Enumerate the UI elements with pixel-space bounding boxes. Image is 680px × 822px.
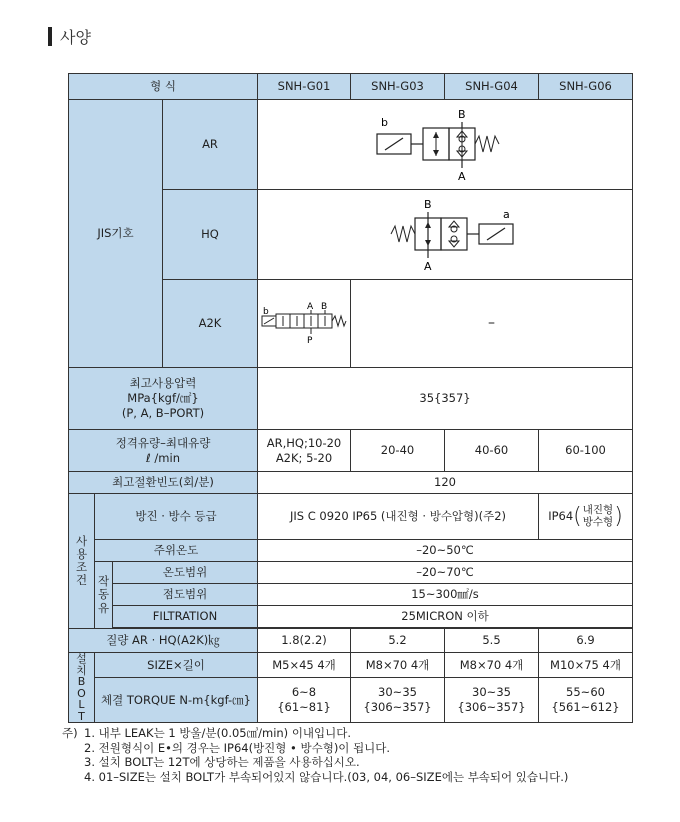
- ar-sol-label: b: [381, 115, 388, 129]
- pressure-label-1: 최고사용압력: [129, 376, 197, 391]
- fluid-char-2: 동: [97, 587, 110, 602]
- bolt-size-g06: M10×75 4개: [539, 653, 633, 678]
- bolt-size-g03: M8×70 4개: [351, 653, 445, 678]
- bolt-size-label: SIZE×길이: [95, 653, 258, 678]
- filtration-value: 25MICRON 이하: [258, 606, 633, 628]
- bolt-char-2: 치: [76, 663, 87, 677]
- bolt-char-1: 설: [76, 652, 87, 665]
- protection-g06: IP64 ( 내진형 방수형 ): [539, 494, 633, 540]
- note-4: 4. 01–SIZE는 설치 BOLT가 부속되어있지 않습니다.(03, 04, 06–SIZE에는 부속되어 있습니다.): [84, 769, 569, 784]
- jis-ar-row: [69, 100, 633, 190]
- torque-g01: [258, 677, 351, 722]
- conditions-char-3: 조: [75, 560, 88, 574]
- bolt-group-label: [69, 653, 95, 723]
- bolt-torque-label: 체결 TORQUE N-m{kgf-㎝}: [95, 677, 258, 722]
- hq-port-b: B: [424, 197, 432, 211]
- weight-g04: 5.5: [445, 629, 539, 653]
- jis-hq-label: HQ: [163, 190, 258, 280]
- hq-sol-label: a: [503, 207, 510, 221]
- bolt-char-5: L: [78, 698, 85, 712]
- torque-g03: [351, 677, 445, 722]
- header-row: [69, 74, 633, 100]
- spec-table: [68, 73, 633, 723]
- filtration-label: FILTRATION: [113, 606, 258, 628]
- a2k-symbol-cell: [258, 280, 351, 368]
- pressure-value: 35{357}: [258, 368, 633, 430]
- bolt-char-6: T: [78, 709, 85, 723]
- ar-port-a: A: [458, 169, 466, 183]
- flow-label-2: ℓ /min: [146, 450, 180, 465]
- model-g03: SNH-G03: [351, 74, 445, 100]
- ambient-label: 주위온도: [95, 540, 258, 562]
- filtration-row: [69, 606, 633, 628]
- a2k-port-p: P: [307, 335, 313, 344]
- a2k-port-b: B: [321, 301, 328, 312]
- torque-g04-nm: 30~35: [472, 685, 511, 700]
- weight-g03: 5.2: [351, 629, 445, 653]
- bolt-size-row: [69, 653, 633, 678]
- note-2: 2. 전원형식이 E•의 경우는 IP64(방진형 • 방수형)이 됩니다.: [84, 740, 391, 755]
- weight-g01: 1.8(2.2): [258, 629, 351, 653]
- note-row-1: [62, 726, 568, 741]
- hq-port-a: A: [424, 259, 432, 273]
- protection-g06-bottom: 방수형: [582, 515, 614, 528]
- bolt-torque-row: [69, 677, 633, 722]
- jis-ar-label: AR: [163, 100, 258, 190]
- notes-prefix: 주): [62, 726, 78, 740]
- fluid-char-1: 작: [97, 574, 110, 589]
- protection-row: [69, 494, 633, 540]
- switching-value: 120: [258, 472, 633, 494]
- bolt-size-g04: M8×70 4개: [445, 653, 539, 678]
- flow-row: [69, 430, 633, 472]
- note-1: 1. 내부 LEAK는 1 방울/분(0.05㎤/min) 이내입니다.: [84, 726, 352, 740]
- torque-g01-kgf: {61~81}: [277, 700, 331, 715]
- bolt-char-3: B: [77, 675, 86, 689]
- flow-g03: 20-40: [351, 430, 445, 472]
- notes: [62, 726, 568, 784]
- flow-g01: [258, 430, 351, 472]
- flow-label-1: 정격유량–최대유량: [115, 435, 211, 450]
- protection-label: 방진 · 방수 등급: [95, 494, 258, 540]
- temp-value: –20~70℃: [258, 562, 633, 584]
- flow-g04: 40-60: [445, 430, 539, 472]
- type-header: 형 식: [69, 74, 258, 100]
- page-title: 사양: [60, 27, 91, 47]
- protection-value: JIS C 0920 IP65 (내진형 · 방수압형)(주2): [258, 494, 539, 540]
- a2k-other-cell: –: [351, 280, 633, 368]
- switching-row: [69, 472, 633, 494]
- protection-g06-prefix: IP64: [548, 509, 574, 524]
- hq-valve-symbol: [365, 192, 525, 274]
- a2k-sol-label: b: [263, 306, 269, 317]
- fluid-group-label: [95, 562, 113, 629]
- flow-g01-line2: A2K; 5-20: [275, 450, 333, 465]
- flow-g06: 60-100: [539, 430, 633, 472]
- torque-g06: [539, 677, 633, 722]
- conditions-char-4: 건: [75, 573, 88, 588]
- switching-label: 최고절환빈도(회/분): [69, 472, 258, 494]
- a2k-valve-symbol: [260, 300, 348, 344]
- ar-valve-symbol: [365, 102, 525, 184]
- temp-row: [69, 562, 633, 584]
- torque-g04: [445, 677, 539, 722]
- bolt-size-g01: M5×45 4개: [258, 653, 351, 678]
- torque-g06-nm: 55~60: [566, 685, 605, 700]
- viscosity-row: [69, 584, 633, 606]
- pressure-label-3: (P, A, B–PORT): [121, 405, 205, 420]
- temp-label: 온도범위: [113, 562, 258, 584]
- note-row-2: [62, 741, 568, 756]
- pressure-label: [69, 368, 258, 430]
- ar-symbol-cell: [258, 100, 633, 190]
- conditions-char-2: 용: [75, 546, 88, 561]
- hq-symbol-cell: [258, 190, 633, 280]
- viscosity-label: 점도범위: [113, 584, 258, 606]
- model-g04: SNH-G04: [445, 74, 539, 100]
- a2k-port-a: A: [307, 301, 314, 312]
- heading-bar: [48, 27, 52, 46]
- pressure-row: [69, 368, 633, 430]
- note-row-4: [62, 770, 568, 785]
- torque-g03-kgf: {306~357}: [363, 700, 432, 715]
- bolt-char-4: O: [77, 686, 86, 700]
- conditions-char-1: 사: [75, 533, 88, 548]
- protection-g06-top: 내진형: [582, 504, 614, 517]
- torque-g04-kgf: {306~357}: [457, 700, 526, 715]
- torque-g06-kgf: {561~612}: [551, 700, 620, 715]
- conditions-group-label: [69, 494, 95, 629]
- flow-label: [69, 430, 258, 472]
- ambient-value: –20~50℃: [258, 540, 633, 562]
- pressure-label-2: MPa{kgf/㎠}: [127, 391, 199, 406]
- flow-g01-line1: AR,HQ;10-20: [266, 435, 342, 450]
- torque-g01-nm: 6~8: [291, 685, 317, 700]
- note-row-3: [62, 755, 568, 770]
- model-g06: SNH-G06: [539, 74, 633, 100]
- section-heading: [48, 26, 91, 46]
- fluid-char-3: 유: [97, 600, 110, 615]
- weight-g06: 6.9: [539, 629, 633, 653]
- torque-g03-nm: 30~35: [378, 685, 417, 700]
- ambient-row: [69, 540, 633, 562]
- weight-label: 질량 AR · HQ(A2K)㎏: [69, 629, 258, 653]
- weight-row: [69, 629, 633, 653]
- viscosity-value: 15~300㎟/s: [258, 584, 633, 606]
- jis-label: JIS기호: [69, 100, 163, 368]
- note-3: 3. 설치 BOLT는 12T에 상당하는 제품을 사용하십시오.: [84, 755, 360, 769]
- model-g01: SNH-G01: [258, 74, 351, 100]
- jis-a2k-label: A2K: [163, 280, 258, 368]
- ar-port-b: B: [458, 107, 466, 121]
